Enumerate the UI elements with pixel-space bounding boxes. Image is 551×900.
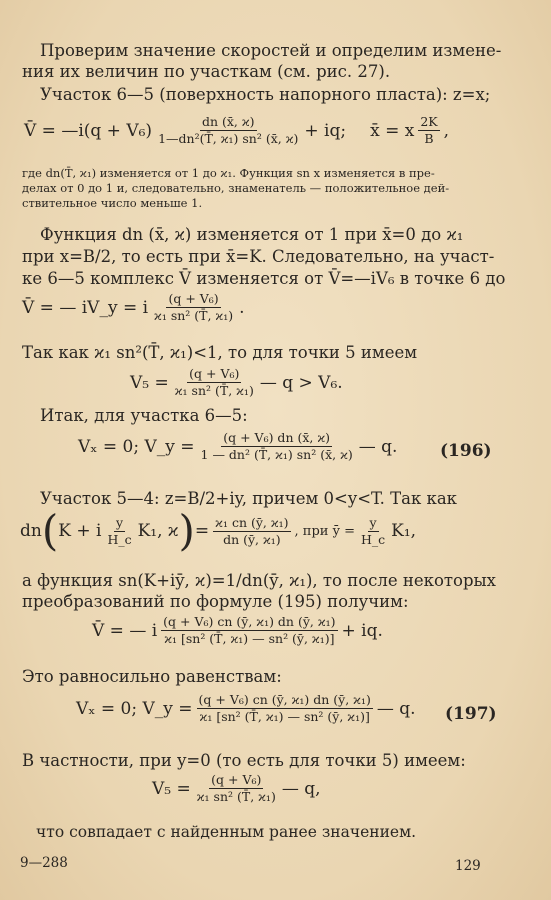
eq-fraction xyxy=(152,291,235,324)
equation-4 xyxy=(78,430,397,463)
eq-sign: = xyxy=(194,521,210,541)
text-line: преобразований по формуле (195) получим: xyxy=(22,592,409,611)
eq-numerator: (q + V₆) dn (x̄, ϰ) xyxy=(223,430,331,445)
eq-lhs: V̄ = — iV_y = i xyxy=(22,297,149,318)
eq-numerator: (q + V₆) cn (ȳ, ϰ₁) dn (ȳ, ϰ₁) xyxy=(163,614,336,629)
eq-denominator: dn (ȳ, ϰ₁) xyxy=(223,531,281,547)
eq-inner-tail: K₁, ϰ xyxy=(137,521,179,541)
eq-lhs: V₅ = xyxy=(130,372,169,393)
eq-denominator: H_c xyxy=(107,531,132,547)
eq-fraction xyxy=(173,366,256,399)
eq-tail: + iq. xyxy=(341,620,383,641)
eq-tail: — q. xyxy=(358,436,398,457)
eq-numerator: (q + V₆) xyxy=(168,291,219,306)
eq-fraction xyxy=(359,515,387,548)
eq-denominator: ϰ₁ [sn² (T̄, ϰ₁) — sn² (ȳ, ϰ₁)] xyxy=(164,631,335,646)
text-line: ния их величин по участкам (см. рис. 27). xyxy=(22,62,391,81)
eq-numerator: dn (x̄, ϰ) xyxy=(201,114,255,129)
eq-denominator: ϰ₁ [sn² (T̄, ϰ₁) — sn² (ȳ, ϰ₁)] xyxy=(199,709,370,724)
text-line: ке 6—5 комплекс V̄ изменяется от V̄=—iV₆ в точке 6 до xyxy=(22,269,506,288)
page-number: 129 xyxy=(455,858,481,874)
footnote-line: ствительное число меньше 1. xyxy=(22,196,203,210)
eq-denominator: 1 — dn² (T̄, ϰ₁) sn² (x̄, ϰ) xyxy=(200,447,353,462)
eq-numerator: 2K xyxy=(420,114,438,129)
eq-function: dn xyxy=(20,521,42,541)
eq-tail: — q, xyxy=(281,778,321,799)
eq-tail: . xyxy=(239,297,245,318)
eq-denominator: ϰ₁ sn² (T̄, ϰ₁) xyxy=(174,383,254,398)
equation-1 xyxy=(24,114,449,147)
eq-tail: , xyxy=(443,120,450,141)
eq-lhs: Vₓ = 0; V_y = xyxy=(76,698,193,719)
eq-fraction xyxy=(213,515,290,548)
eq-rhs: x̄ = x xyxy=(370,120,415,141)
eq-lhs: V̄ = — i xyxy=(92,620,158,641)
eq-fraction xyxy=(418,114,439,147)
eq-lhs: V₅ = xyxy=(152,778,191,799)
left-paren: ( xyxy=(41,506,59,555)
equation-5 xyxy=(20,506,417,555)
eq-numerator: ϰ₁ cn (ȳ, ϰ₁) xyxy=(215,514,289,530)
text-line: при x=B/2, то есть при x̄=K. Следовательно, на участ- xyxy=(22,247,495,266)
equation-2 xyxy=(22,291,245,324)
eq-numerator: (q + V₆) xyxy=(211,772,262,787)
eq-fraction xyxy=(195,772,278,805)
text-line: а функция sn(K+iȳ, ϰ)=1/dn(ȳ, ϰ₁), то после некоторых xyxy=(22,571,496,590)
eq-fraction xyxy=(156,114,300,147)
footnote-line: где dn(T̄, ϰ₁) изменяется от 1 до ϰ₁. Функция sn x изменяется в пре- xyxy=(22,166,435,180)
eq-denominator: ϰ₁ sn² (T̄, ϰ₁) xyxy=(196,789,276,804)
equation-7 xyxy=(76,692,416,725)
eq-fraction xyxy=(199,430,355,463)
eq-condition: , при ȳ = xyxy=(294,523,355,539)
eq-numerator: (q + V₆) xyxy=(189,366,240,381)
eq-denominator: H_c xyxy=(360,531,386,547)
text-line: Функция dn (x̄, ϰ) изменяется от 1 при x̄=0 до ϰ₁ xyxy=(40,225,464,244)
eq-tail: — q. xyxy=(376,698,416,719)
right-paren: ) xyxy=(178,506,195,555)
text-line: Участок 6—5 (поверхность напорного пласта): z=x; xyxy=(40,85,491,104)
eq-fraction xyxy=(197,692,373,725)
eq-tail: K₁, xyxy=(391,521,417,541)
eq-numerator: y xyxy=(369,514,377,530)
equation-number: (197) xyxy=(445,704,497,724)
equation-3 xyxy=(130,366,343,399)
printer-signature: 9—288 xyxy=(20,855,68,871)
text-line: Участок 5—4: z=B/2+iy, причем 0<y<T. Так как xyxy=(40,489,457,508)
equation-number: (196) xyxy=(440,441,492,461)
eq-tail: — q > V₆. xyxy=(259,372,343,393)
text-line: Итак, для участка 6—5: xyxy=(40,406,248,425)
eq-lhs: V̄ = —i(q + V₆) xyxy=(24,120,153,141)
eq-fraction xyxy=(105,515,133,548)
eq-inner: K + i xyxy=(58,521,102,541)
eq-fraction xyxy=(161,614,337,647)
eq-lhs: Vₓ = 0; V_y = xyxy=(78,436,195,457)
text-line: Так как ϰ₁ sn²(T̄, ϰ₁)<1, то для точки 5 имеем xyxy=(22,343,418,362)
equation-8 xyxy=(152,772,321,805)
equation-6 xyxy=(92,614,383,647)
text-line: Проверим значение скоростей и определим измене- xyxy=(40,41,502,60)
text-line: что совпадает с найденным ранее значением. xyxy=(36,823,417,841)
eq-numerator: y xyxy=(115,514,124,530)
eq-tail: + iq; xyxy=(304,120,347,141)
text-line: Это равносильно равенствам: xyxy=(22,667,282,686)
eq-denominator: B xyxy=(424,131,434,146)
eq-denominator: ϰ₁ sn² (T̄, ϰ₁) xyxy=(154,308,234,323)
eq-denominator: 1—dn²(T̄, ϰ₁) sn² (x̄, ϰ) xyxy=(158,131,299,146)
eq-numerator: (q + V₆) cn (ȳ, ϰ₁) dn (ȳ, ϰ₁) xyxy=(198,692,371,707)
footnote-line: делах от 0 до 1 и, следовательно, знаменатель — положительное дей- xyxy=(22,181,450,195)
text-line: В частности, при y=0 (то есть для точки 5) имеем: xyxy=(22,751,466,770)
